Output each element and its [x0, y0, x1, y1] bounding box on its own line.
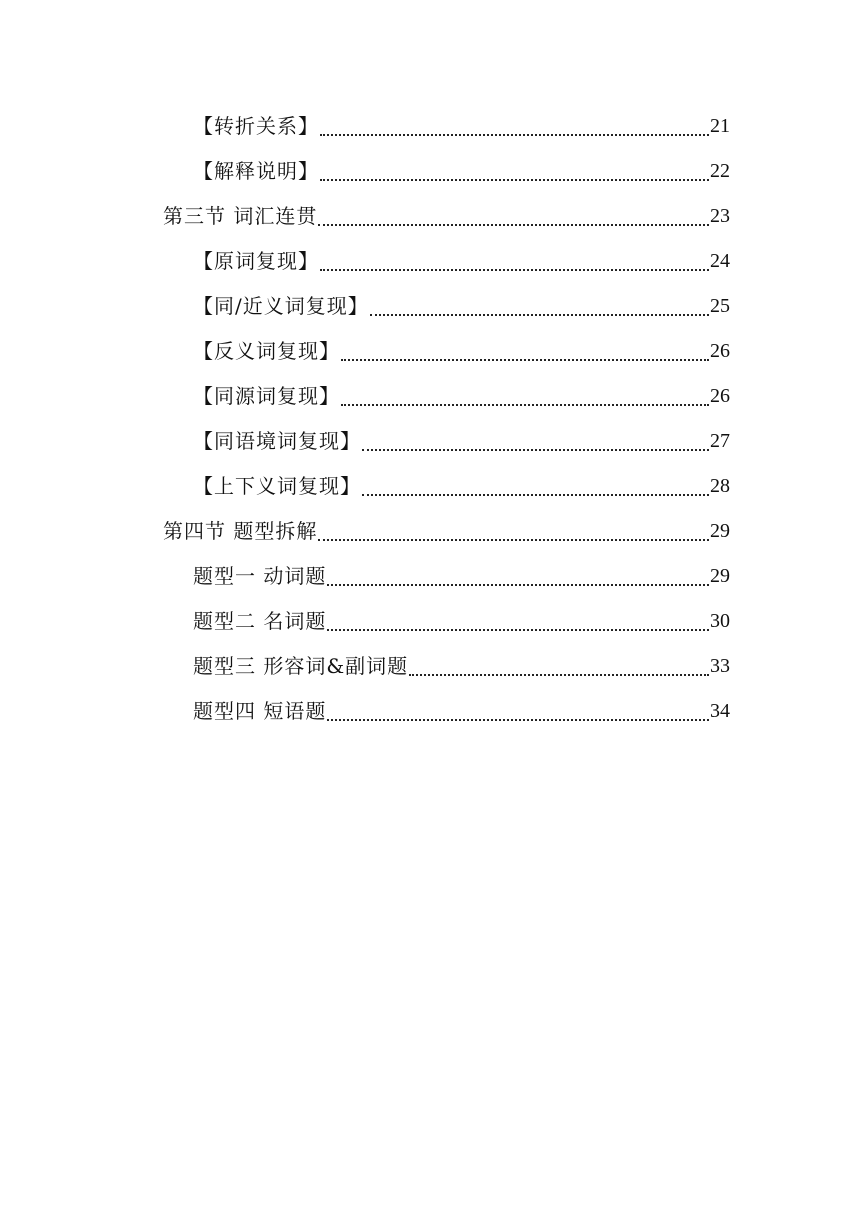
toc-page-number: 30 — [710, 610, 730, 632]
toc-entry-label: 【转折关系】 — [193, 114, 319, 138]
toc-entry-label: 【上下义词复现】 — [193, 474, 361, 498]
toc-page-number: 23 — [710, 205, 730, 227]
toc-page-number: 21 — [710, 115, 730, 137]
toc-entry-label: 题型二 名词题 — [193, 609, 327, 633]
toc-page-number: 27 — [710, 430, 730, 452]
toc-entry-label: 【同语境词复现】 — [193, 429, 361, 453]
toc-dot-leader — [320, 106, 709, 146]
toc-entry-label: 【原词复现】 — [193, 249, 319, 273]
toc-entry[interactable] — [193, 466, 730, 506]
toc-page-number: 24 — [710, 250, 730, 272]
toc-entry[interactable] — [193, 691, 730, 731]
toc-entry[interactable] — [193, 331, 730, 371]
toc-page-number: 28 — [710, 475, 730, 497]
toc-dot-leader — [362, 421, 709, 461]
toc-dot-leader — [362, 466, 709, 506]
toc-entry-label: 【同/近义词复现】 — [193, 294, 369, 318]
toc-dot-leader — [370, 286, 709, 326]
toc-entry[interactable] — [193, 106, 730, 146]
toc-entry-label: 题型三 形容词&副词题 — [193, 654, 409, 678]
toc-dot-leader — [320, 241, 709, 281]
toc-page-number: 34 — [710, 700, 730, 722]
toc-page-number: 33 — [710, 655, 730, 677]
toc-entry-label: 第三节 词汇连贯 — [163, 204, 318, 228]
toc-entry[interactable] — [193, 241, 730, 281]
toc-entry[interactable] — [193, 556, 730, 596]
toc-dot-leader — [320, 151, 709, 191]
toc-entry-label: 题型四 短语题 — [193, 699, 327, 723]
toc-entry[interactable] — [193, 421, 730, 461]
toc-entry-label: 题型一 动词题 — [193, 564, 327, 588]
toc-entry[interactable] — [193, 151, 730, 191]
toc-section-entry[interactable] — [163, 196, 730, 236]
toc-dot-leader — [327, 691, 709, 731]
toc-page-number: 26 — [710, 385, 730, 407]
toc-dot-leader — [341, 331, 709, 371]
toc-dot-leader — [327, 556, 709, 596]
toc-dot-leader — [341, 376, 709, 416]
toc-dot-leader — [318, 511, 709, 551]
toc-entry-label: 第四节 题型拆解 — [163, 519, 318, 543]
toc-entry[interactable] — [193, 646, 730, 686]
toc-entry-label: 【反义词复现】 — [193, 339, 340, 363]
toc-page-number: 25 — [710, 295, 730, 317]
toc-page-number: 29 — [710, 565, 730, 587]
toc-entry-label: 【同源词复现】 — [193, 384, 340, 408]
toc-dot-leader — [409, 646, 709, 686]
toc-entry[interactable] — [193, 286, 730, 326]
toc-dot-leader — [318, 196, 709, 236]
toc-page-number: 26 — [710, 340, 730, 362]
toc-dot-leader — [327, 601, 709, 641]
toc-section-entry[interactable] — [163, 511, 730, 551]
toc-page-number: 29 — [710, 520, 730, 542]
toc-entry-label: 【解释说明】 — [193, 159, 319, 183]
toc-entry[interactable] — [193, 376, 730, 416]
toc-page-number: 22 — [710, 160, 730, 182]
toc-entry[interactable] — [193, 601, 730, 641]
